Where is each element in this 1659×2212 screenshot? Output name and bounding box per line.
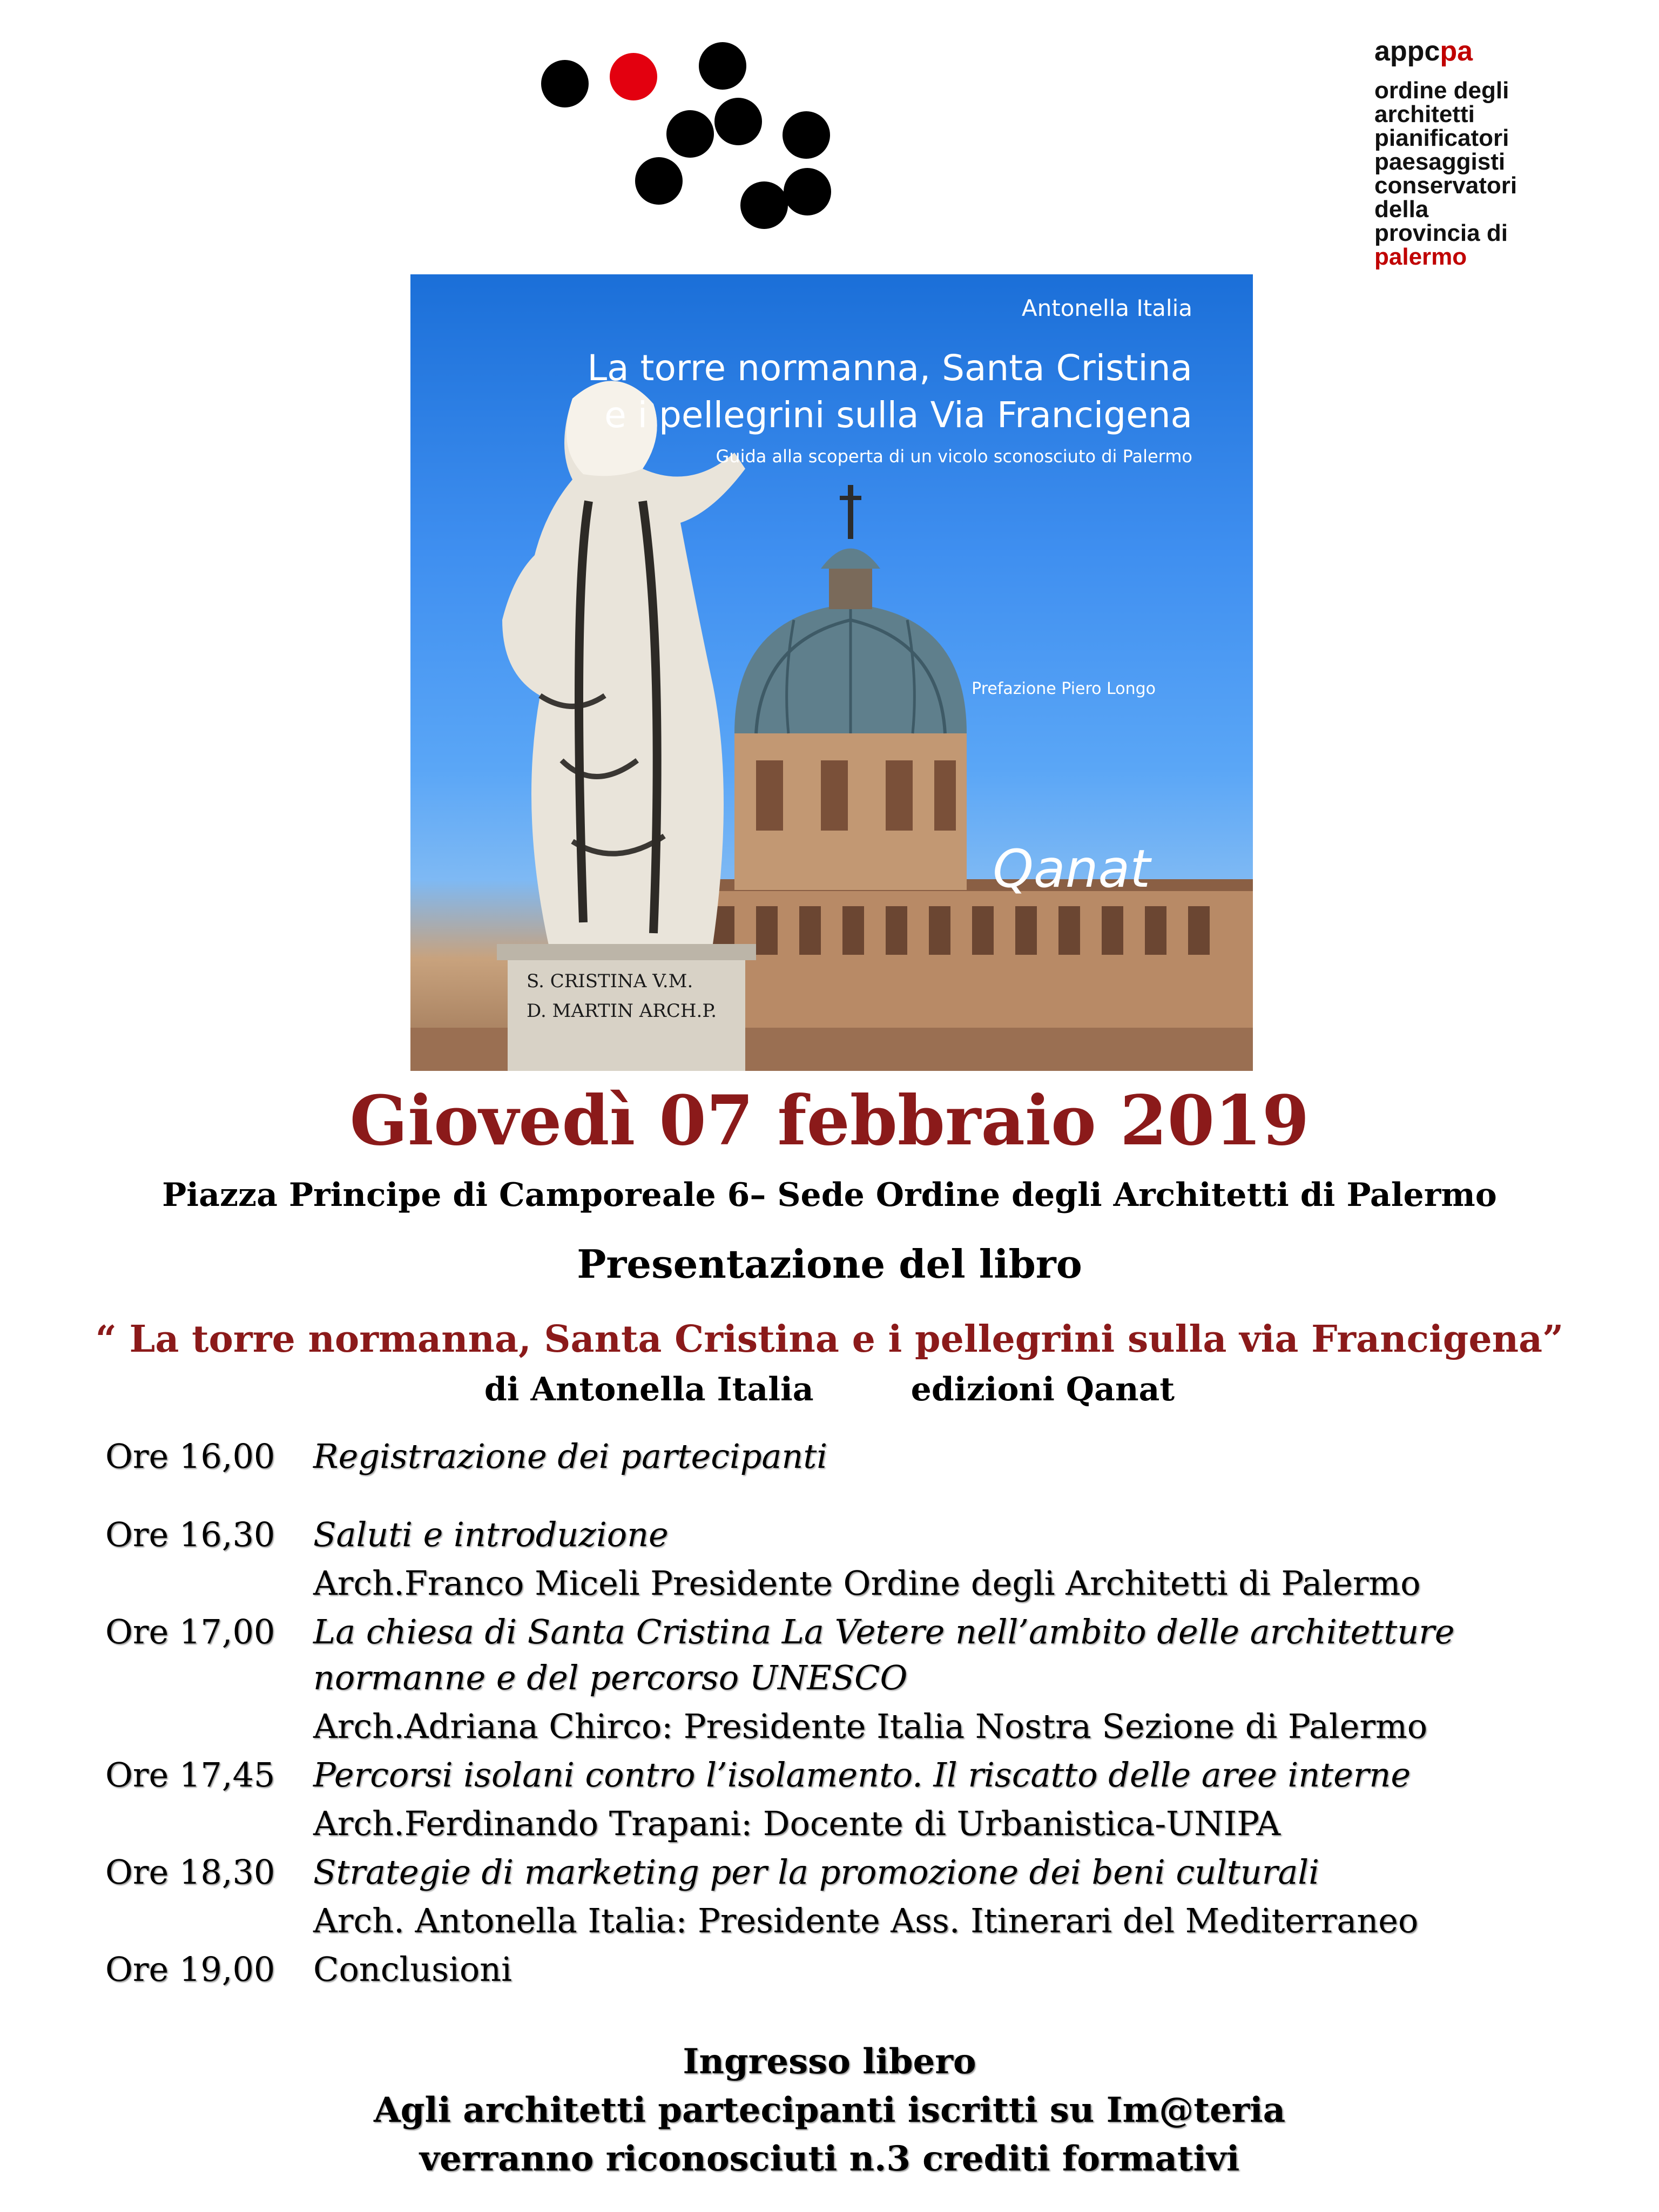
- logo-line: paesaggisti: [1374, 149, 1506, 175]
- pedestal-inscription-2: D. MARTIN ARCH.P.: [527, 1000, 717, 1022]
- author-line: di Antonella Italia: [484, 1371, 814, 1408]
- footer-credits-line1: Agli architetti partecipanti iscritti su Im@teria: [373, 2090, 1286, 2130]
- event-place: Piazza Principe di Camporeale 6– Sede Ordine degli Architetti di Palermo: [162, 1176, 1497, 1214]
- program-title: Registrazione dei partecipanti: [313, 1437, 828, 1476]
- appcpa-logo: [516, 0, 1518, 270]
- program-time: Ore 19,00: [105, 1950, 275, 1989]
- cover-publisher: Qanat: [993, 839, 1150, 899]
- program-title-cont: normanne e del percorso UNESCO: [313, 1658, 908, 1697]
- logo-brand-black: appc: [1374, 36, 1440, 67]
- pedestal-inscription-1: S. CRISTINA V.M.: [527, 970, 693, 992]
- book-title: “ La torre normanna, Santa Cristina e i pellegrini sulla via Francigena”: [95, 1318, 1564, 1361]
- footer-credits-line2: verranno riconosciuti n.3 crediti formativi: [419, 2139, 1240, 2179]
- cover-preface: Prefazione Piero Longo: [972, 679, 1156, 698]
- program-time: Ore 16,30: [105, 1515, 275, 1554]
- presentation-heading: Presentazione del libro: [577, 1241, 1082, 1287]
- logo-line: conservatori: [1374, 172, 1518, 199]
- program-speaker: Arch.Ferdinando Trapani: Docente di Urbanistica-UNIPA: [313, 1804, 1280, 1843]
- logo-text: [1374, 32, 1517, 269]
- footer-free-entry: Ingresso libero: [683, 2041, 976, 2082]
- logo-line: pianificatori: [1374, 125, 1509, 151]
- logo-brand-red: pa: [1440, 36, 1473, 67]
- program-title: La chiesa di Santa Cristina La Vetere nell’ambito delle architetture: [313, 1612, 1455, 1651]
- program-time: Ore 18,30: [105, 1852, 275, 1892]
- logo-line: ordine degli: [1374, 77, 1509, 104]
- program-speaker: Arch. Antonella Italia: Presidente Ass. Itinerari del Mediterraneo: [313, 1901, 1419, 1940]
- logo-dots-graphic: [516, 0, 1080, 259]
- program-time: Ore 16,00: [105, 1437, 275, 1476]
- program-title: Percorsi isolani contro l’isolamento. Il riscatto delle aree interne: [313, 1755, 1411, 1795]
- logo-brand: [1374, 32, 1517, 70]
- cover-author: Antonella Italia: [1021, 295, 1192, 321]
- event-date: Giovedì 07 febbraio 2019: [349, 1081, 1310, 1161]
- program-time: Ore 17,00: [105, 1612, 275, 1651]
- author-publisher-line: [0, 1371, 1659, 1408]
- book-cover-image: [410, 274, 1253, 1071]
- logo-line-palermo: palermo: [1374, 244, 1467, 270]
- cover-title-line2: e i pellegrini sulla Via Francigena: [604, 394, 1192, 436]
- program-title: Saluti e introduzione: [313, 1515, 669, 1554]
- program-speaker: Arch.Adriana Chirco: Presidente Italia Nostra Sezione di Palermo: [313, 1707, 1428, 1746]
- program-title: Strategie di marketing per la promozione dei beni culturali: [313, 1852, 1319, 1892]
- program-speaker: Arch.Franco Miceli Presidente Ordine degli Architetti di Palermo: [313, 1563, 1421, 1603]
- cover-title-line1: La torre normanna, Santa Cristina: [587, 347, 1192, 389]
- logo-line: architetti: [1374, 101, 1475, 127]
- publisher-line: edizioni Qanat: [911, 1371, 1175, 1408]
- program-title: Conclusioni: [313, 1950, 512, 1989]
- program-time: Ore 17,45: [105, 1755, 275, 1795]
- logo-line: della provincia di: [1374, 196, 1508, 246]
- cover-subtitle: Guida alla scoperta di un vicolo sconosciuto di Palermo: [716, 446, 1192, 467]
